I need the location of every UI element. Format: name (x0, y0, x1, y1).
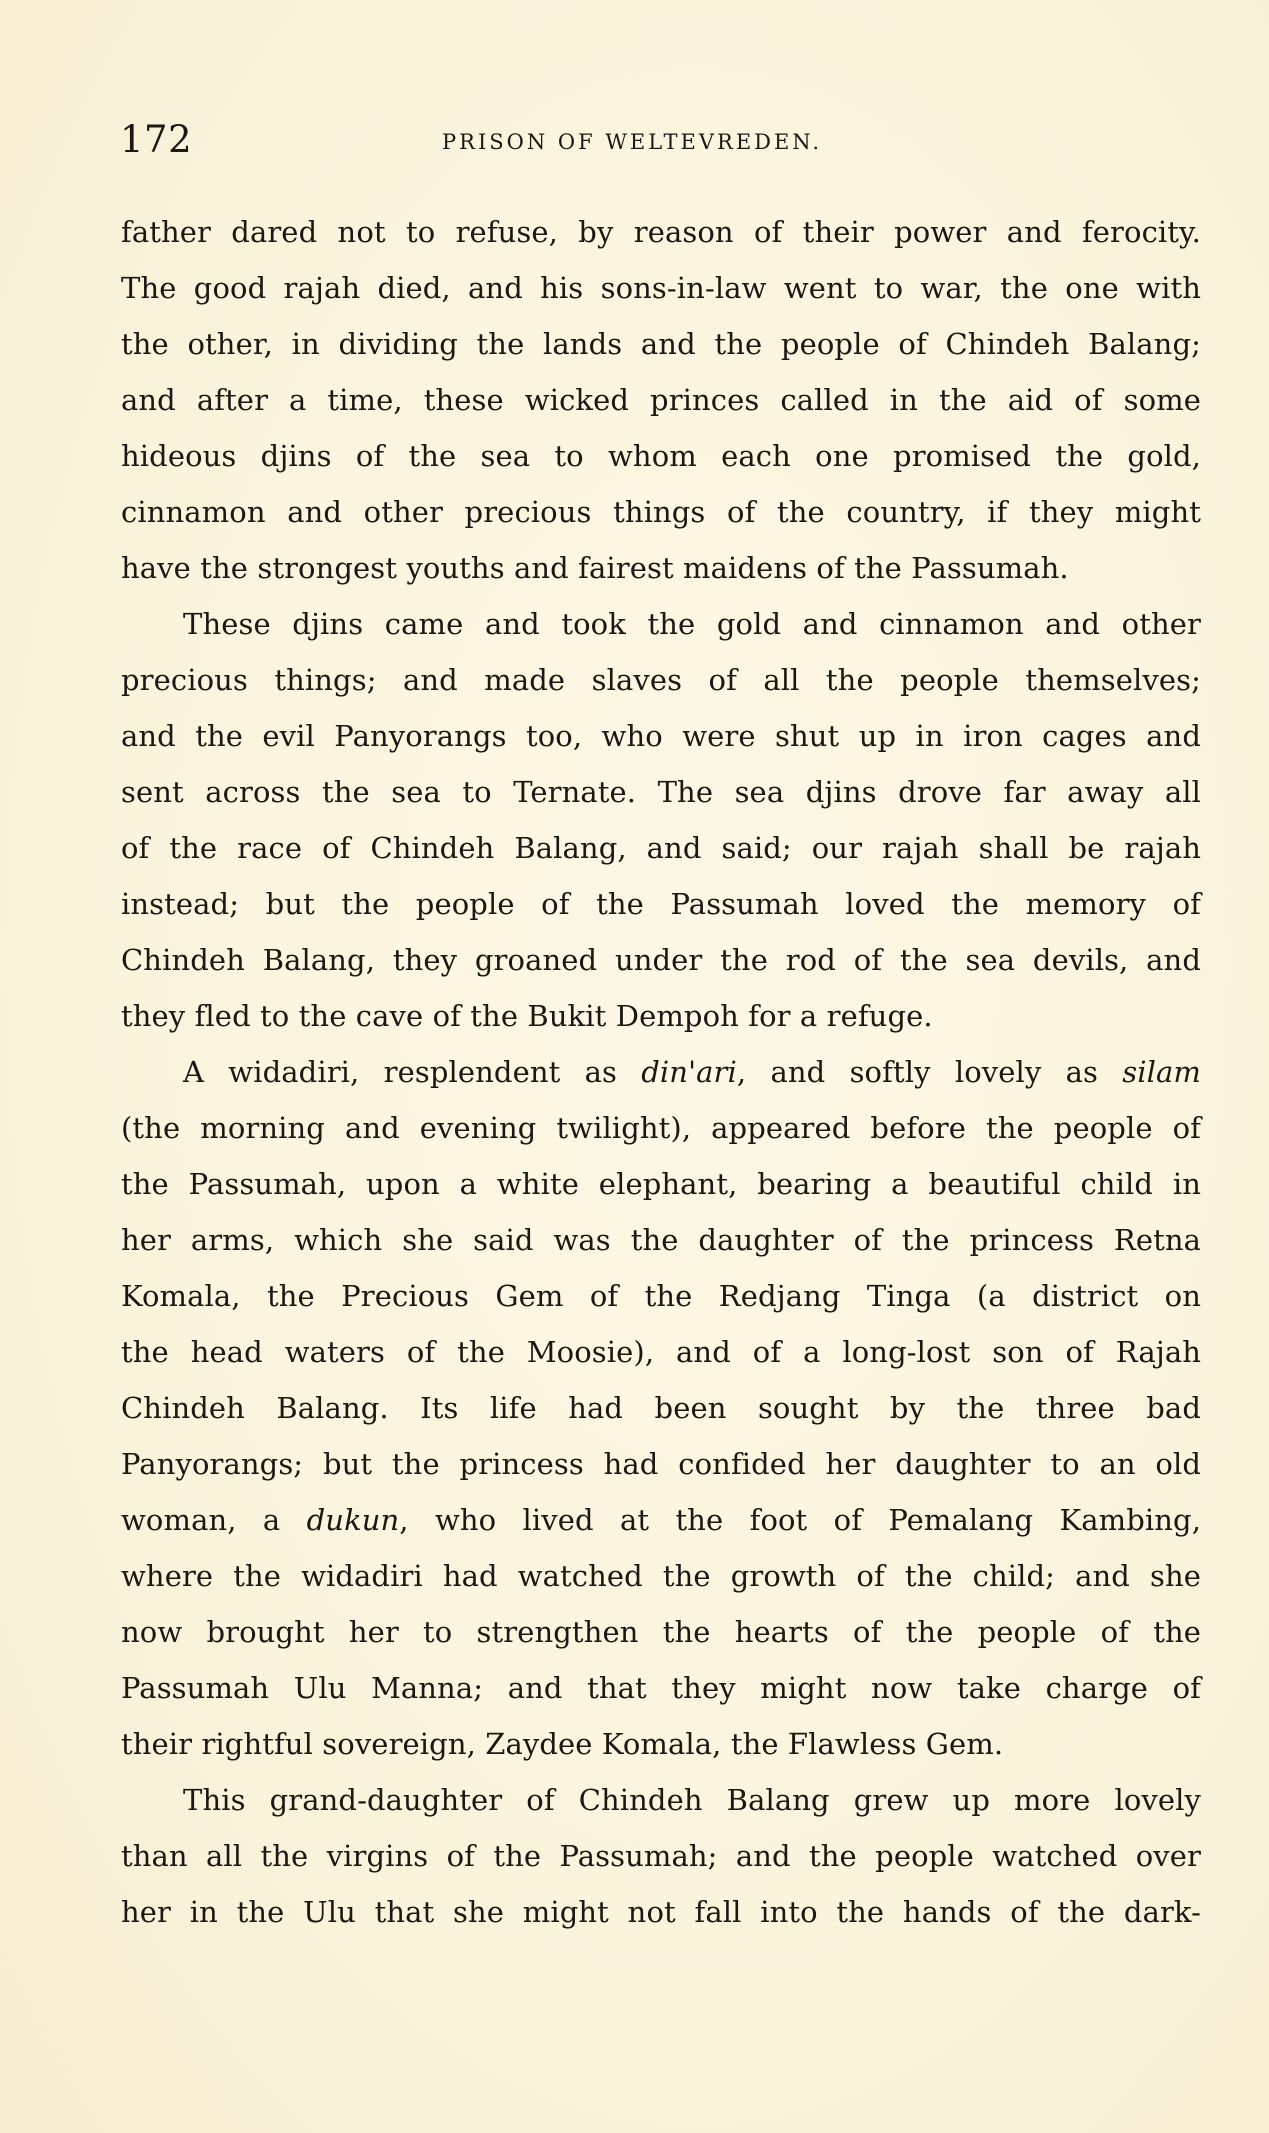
text-line: her arms, which she said was the daughter of the princess Retna (121, 1223, 1201, 1257)
text-line: hideous djins of the sea to whom each one promised the gold, (121, 439, 1201, 473)
text-line: Panyorangs; but the princess had confided her daughter to an old (121, 1447, 1201, 1481)
italic-term: dukun (306, 1503, 400, 1537)
text-line: now brought her to strengthen the hearts of the people of the (121, 1615, 1201, 1649)
text-line: than all the virgins of the Passumah; and the people watched over (121, 1839, 1201, 1873)
italic-term: din'ari (641, 1055, 737, 1089)
text-segment: , who lived at the foot of Pemalang Kambing, (399, 1503, 1202, 1537)
text-line: father dared not to refuse, by reason of their power and ferocity. (121, 215, 1201, 249)
text-line: and after a time, these wicked princes called in the aid of some (121, 383, 1201, 417)
text-line: These djins came and took the gold and cinnamon and other (183, 607, 1201, 641)
body-text (121, 204, 1201, 1940)
text-line: of the race of Chindeh Balang, and said; our rajah shall be rajah (121, 831, 1201, 865)
text-line: precious things; and made slaves of all the people themselves; (121, 663, 1201, 697)
text-line: they fled to the cave of the Bukit Dempoh for a refuge. (121, 999, 933, 1033)
text-line: This grand-daughter of Chindeh Balang grew up more lovely (183, 1783, 1201, 1817)
text-line: her in the Ulu that she might not fall into the hands of the dark- (121, 1895, 1201, 1929)
running-title: PRISON OF WELTEVREDEN. (442, 130, 823, 154)
text-line: sent across the sea to Ternate. The sea djins drove far away all (121, 775, 1201, 809)
text-line (121, 1492, 1201, 1548)
text-line: the Passumah, upon a white elephant, bearing a beautiful child in (121, 1167, 1201, 1201)
text-line: Passumah Ulu Manna; and that they might now take charge of (121, 1671, 1201, 1705)
text-line: Chindeh Balang, they groaned under the rod of the sea devils, and (121, 943, 1201, 977)
text-line: (the morning and evening twilight), appeared before the people of (121, 1111, 1201, 1145)
text-line: and the evil Panyorangs too, who were shut up in iron cages and (121, 719, 1201, 753)
text-segment: , and softly lovely as (736, 1055, 1123, 1089)
text-line: Komala, the Precious Gem of the Redjang Tinga (a district on (121, 1279, 1201, 1313)
page-number: 172 (120, 118, 193, 161)
text-line: the head waters of the Moosie), and of a long-lost son of Rajah (121, 1335, 1201, 1369)
text-line: The good rajah died, and his sons-in-law went to war, the one with (121, 271, 1201, 305)
text-line: instead; but the people of the Passumah loved the memory of (121, 887, 1201, 921)
running-head (120, 118, 1200, 168)
italic-term: silam (1122, 1055, 1201, 1089)
text-line (121, 1044, 1201, 1100)
text-line: their rightful sovereign, Zaydee Komala, the Flawless Gem. (121, 1727, 1004, 1761)
text-line: have the strongest youths and fairest maidens of the Passumah. (121, 551, 1069, 585)
text-segment: woman, a (121, 1503, 307, 1537)
text-line: cinnamon and other precious things of the country, if they might (121, 495, 1201, 529)
text-line: the other, in dividing the lands and the people of Chindeh Balang; (121, 327, 1201, 361)
text-line: Chindeh Balang. Its life had been sought by the three bad (121, 1391, 1201, 1425)
text-line: where the widadiri had watched the growth of the child; and she (121, 1559, 1201, 1593)
text-segment: A widadiri, resplendent as (183, 1055, 642, 1089)
